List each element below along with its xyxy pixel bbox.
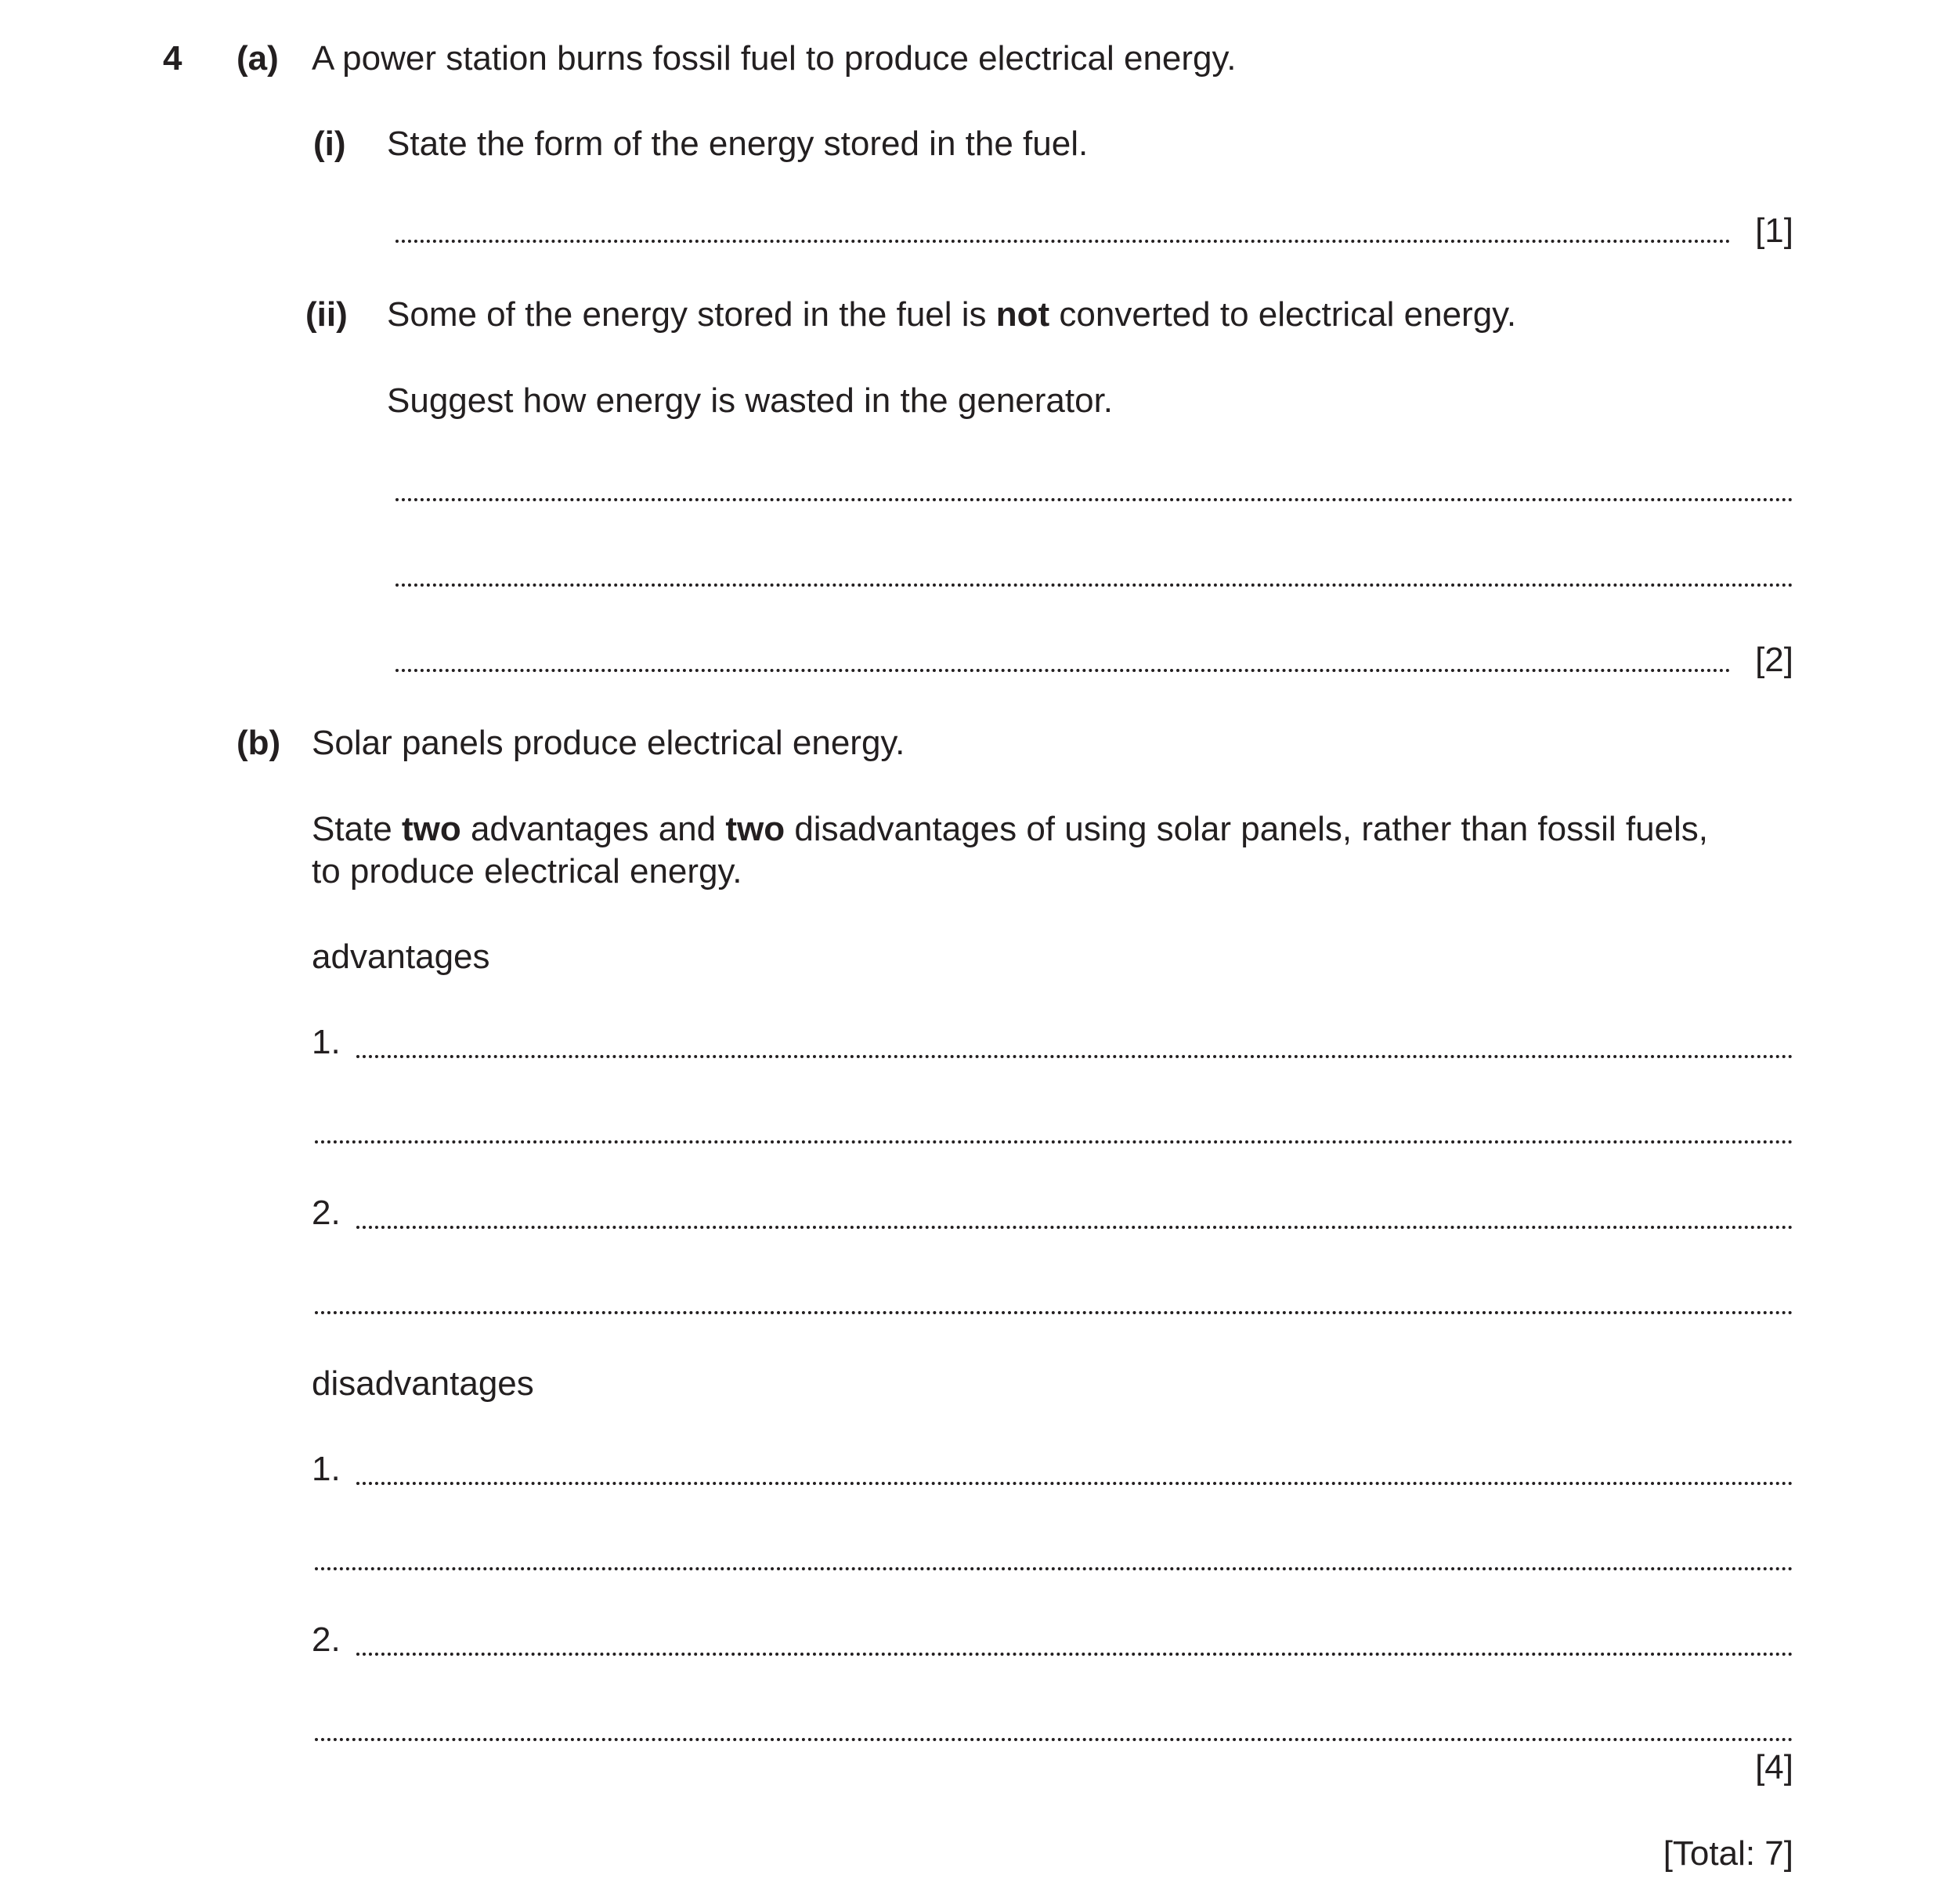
advantage-1-line-1[interactable] <box>356 1055 1793 1058</box>
sub-ii-prompt: Suggest how energy is wasted in the generator. <box>387 381 1114 420</box>
disadvantage-2-line-1[interactable] <box>356 1653 1793 1656</box>
answer-line-ii-1[interactable] <box>395 498 1793 501</box>
instr-b1: two <box>401 810 461 848</box>
sub-ii-text-bold: not <box>995 295 1050 334</box>
disadvantage-1-line-2[interactable] <box>315 1567 1793 1570</box>
instr-w3: disadvantages of using solar panels, rather than fossil fuels, <box>785 810 1709 848</box>
disadvantages-heading: disadvantages <box>312 1364 534 1403</box>
advantages-heading: advantages <box>312 938 490 976</box>
answer-line-ii-3[interactable] <box>395 669 1731 672</box>
disadvantage-2-number: 2. <box>312 1620 341 1659</box>
sub-ii-label: (ii) <box>305 295 348 334</box>
part-b-label: (b) <box>237 724 281 762</box>
disadvantage-1-line-1[interactable] <box>356 1482 1793 1485</box>
instr-b2: two <box>725 810 786 848</box>
marks-i: [1] <box>1755 211 1793 250</box>
part-b-text: Solar panels produce electrical energy. <box>312 724 905 762</box>
instr-w2: advantages and <box>460 810 726 848</box>
advantage-1-line-2[interactable] <box>315 1140 1793 1143</box>
sub-i-text: State the form of the energy stored in the fuel. <box>387 125 1089 163</box>
part-a-text: A power station burns fossil fuel to produce electrical energy. <box>312 39 1237 78</box>
marks-b: [4] <box>1755 1748 1793 1787</box>
answer-line-i[interactable] <box>395 240 1731 243</box>
sub-ii-text-end: converted to electrical energy. <box>1049 295 1517 334</box>
advantage-1-number: 1. <box>312 1023 341 1061</box>
part-a-label: (a) <box>237 39 279 78</box>
total-marks: [Total: 7] <box>1663 1834 1793 1873</box>
question-number: 4 <box>163 39 182 78</box>
answer-line-ii-2[interactable] <box>395 583 1793 587</box>
part-b-instruction-line2: to produce electrical energy. <box>312 852 742 891</box>
part-b-instruction-line1 <box>312 808 1708 851</box>
marks-ii: [2] <box>1755 641 1793 679</box>
sub-i-label: (i) <box>313 125 346 163</box>
sub-ii-text <box>387 294 1516 336</box>
instr-w1: State <box>312 810 402 848</box>
advantage-2-line-2[interactable] <box>315 1311 1793 1314</box>
advantage-2-line-1[interactable] <box>356 1226 1793 1229</box>
disadvantage-2-line-2[interactable] <box>315 1738 1793 1741</box>
advantage-2-number: 2. <box>312 1194 341 1232</box>
disadvantage-1-number: 1. <box>312 1450 341 1488</box>
sub-ii-text-start: Some of the energy stored in the fuel is <box>387 295 996 334</box>
